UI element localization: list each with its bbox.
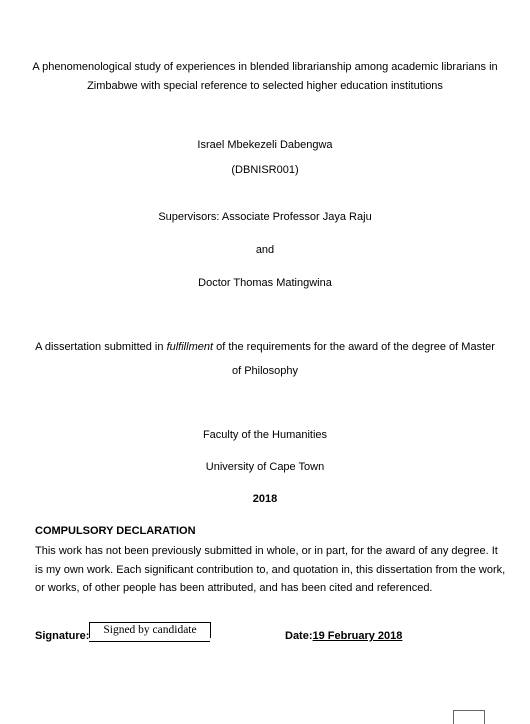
signature-stamp: Signed by candidate xyxy=(89,622,211,638)
signature-label: Signature: xyxy=(35,630,90,642)
supervisors-line: Supervisors: Associate Professor Jaya Raju xyxy=(158,211,372,223)
submission-emphasis: fulfillment xyxy=(166,341,214,353)
declaration-paragraph xyxy=(35,542,506,598)
date-value: 19 February 2018 xyxy=(312,630,403,642)
submission-line-1 xyxy=(0,340,530,354)
title-line-2: Zimbabwe with special reference to selected higher education institutions xyxy=(87,80,443,92)
supervisors-conjunction: and xyxy=(255,244,275,256)
declaration-line-2: is my own work. Each significant contribution to, and quotation in, this dissertation from the work, xyxy=(35,563,506,576)
declaration-heading: COMPULSORY DECLARATION xyxy=(35,525,196,537)
declaration-line-1: This work has not been previously submitted in whole, or in part, for the award of any degree. It xyxy=(35,545,498,557)
date-field xyxy=(285,629,402,643)
university: University of Cape Town xyxy=(205,461,325,473)
student-number: (DBNISR001) xyxy=(231,164,299,176)
author-name: Israel Mbekezeli Dabengwa xyxy=(197,139,333,151)
date-label: Date: xyxy=(285,630,313,642)
year: 2018 xyxy=(252,493,278,505)
submission-suffix: of the requirements for the award of the degree of Master xyxy=(213,341,495,353)
submission-line-2: of Philosophy xyxy=(231,365,299,377)
submission-prefix: A dissertation submitted in xyxy=(35,341,167,353)
declaration-line-3: or works, of other people has been attributed, and has been cited and referenced. xyxy=(35,582,433,594)
page-corner-box xyxy=(453,710,485,724)
title-line-1: A phenomenological study of experiences in blended librarianship among academic librarians in xyxy=(32,61,498,73)
faculty: Faculty of the Humanities xyxy=(202,429,328,441)
second-supervisor: Doctor Thomas Matingwina xyxy=(198,277,332,289)
signature-underline xyxy=(89,641,210,642)
